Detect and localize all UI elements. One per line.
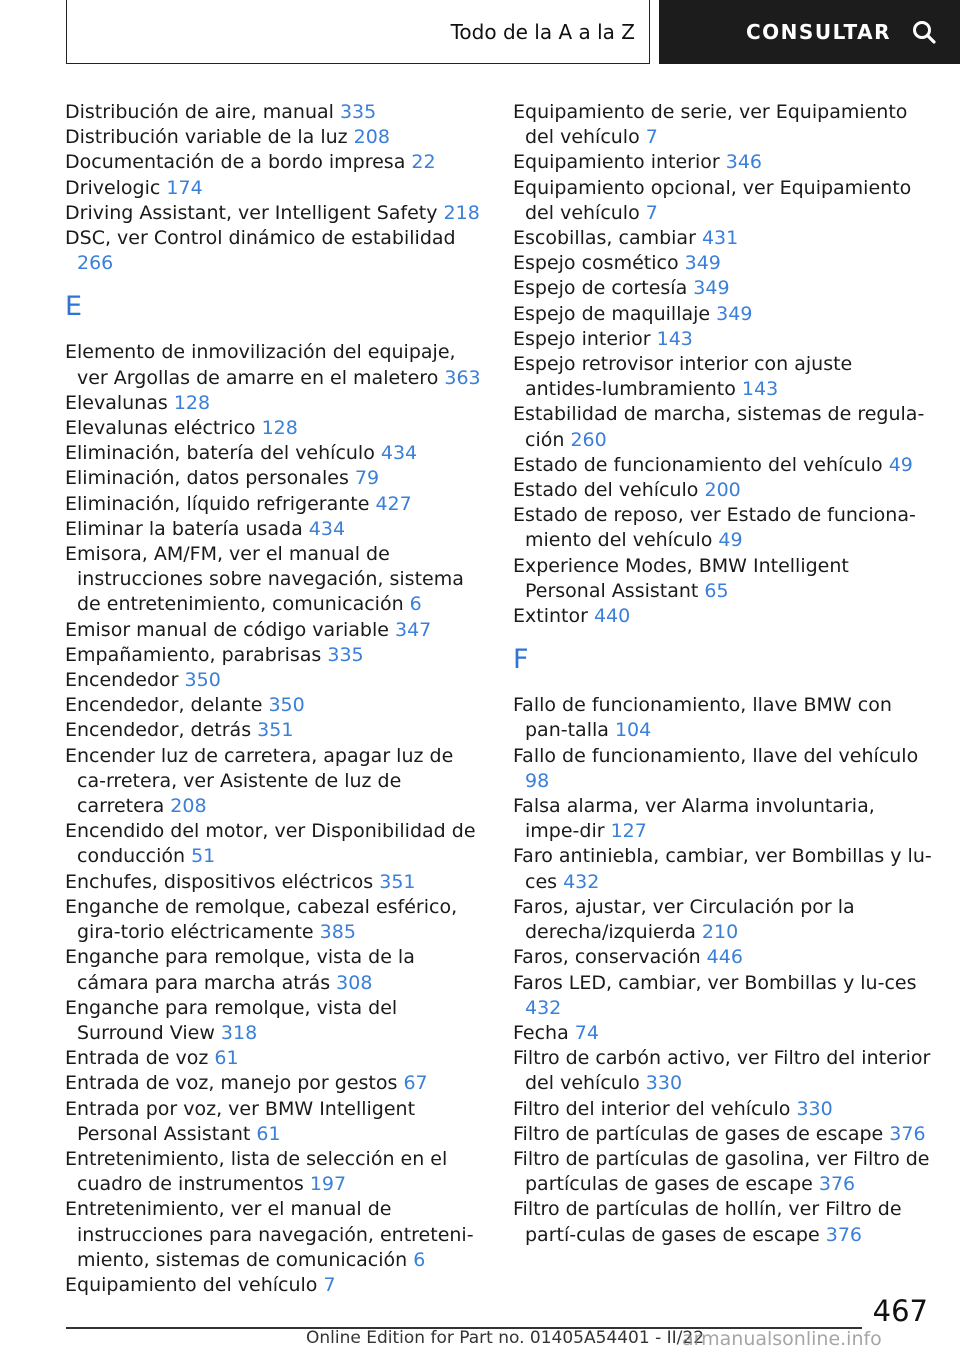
index-page-link[interactable]: 376 bbox=[818, 1173, 856, 1196]
index-entry bbox=[65, 718, 485, 743]
index-entry bbox=[65, 643, 485, 668]
index-entry bbox=[513, 327, 933, 352]
index-entry bbox=[513, 453, 933, 478]
index-entry bbox=[513, 1046, 933, 1096]
index-entry-text: Elevalunas bbox=[65, 391, 174, 414]
index-page-link[interactable]: 346 bbox=[725, 151, 763, 174]
index-entry-text: Equipamiento interior bbox=[513, 151, 726, 174]
index-page-link[interactable]: 350 bbox=[268, 694, 305, 717]
index-entry-text: Filtro del interior del vehículo bbox=[513, 1097, 797, 1120]
index-entry-text: Documentación de a bordo impresa bbox=[65, 151, 412, 174]
index-entry bbox=[513, 693, 933, 743]
index-page-link[interactable]: 349 bbox=[684, 252, 721, 275]
index-entry-text: Falsa alarma, ver Alarma involuntaria, impe-dir bbox=[513, 795, 875, 843]
index-section-letter: F bbox=[513, 644, 529, 676]
index-page-link[interactable]: 350 bbox=[184, 669, 221, 692]
index-page-link[interactable]: 446 bbox=[706, 946, 743, 969]
watermark: armanualsonline.info bbox=[682, 1328, 882, 1350]
search-button[interactable] bbox=[659, 0, 960, 64]
index-entry bbox=[65, 870, 485, 895]
index-page-link[interactable]: 427 bbox=[375, 492, 412, 515]
index-entry bbox=[513, 895, 933, 945]
index-entry bbox=[513, 744, 933, 794]
index-entry-text: Faro antiniebla, cambiar, ver Bombillas y lu-ces bbox=[513, 845, 932, 893]
index-entry bbox=[65, 542, 485, 618]
index-page-link[interactable]: 210 bbox=[701, 921, 739, 944]
index-page-link[interactable]: 318 bbox=[220, 1021, 258, 1044]
index-page-link[interactable]: 440 bbox=[593, 605, 631, 628]
index-page-link[interactable]: 143 bbox=[656, 327, 693, 350]
index-entry bbox=[513, 794, 933, 844]
index-page-link[interactable]: 127 bbox=[610, 820, 647, 843]
index-entry bbox=[513, 402, 933, 452]
index-entry-text: Eliminar la batería usada bbox=[65, 517, 309, 540]
index-entry bbox=[513, 1021, 933, 1046]
index-entry bbox=[65, 945, 485, 995]
index-entry bbox=[513, 176, 933, 226]
index-page-link[interactable]: 197 bbox=[309, 1173, 347, 1196]
index-entry-text: Entretenimiento, lista de selección en el cuadro de instrumentos bbox=[65, 1147, 448, 1196]
index-entry bbox=[65, 441, 485, 466]
index-entry-text: Espejo retrovisor interior con ajuste antides-lumbramiento bbox=[513, 353, 853, 401]
index-entry bbox=[65, 416, 485, 441]
index-page-link[interactable]: 65 bbox=[704, 579, 729, 602]
index-entry-text: Elevalunas eléctrico bbox=[65, 417, 262, 440]
index-entry bbox=[513, 1122, 933, 1147]
index-entry-text: Encendedor, delante bbox=[65, 694, 269, 717]
index-entry-text: Faros, conservación bbox=[513, 946, 707, 969]
index-page-link[interactable]: 351 bbox=[257, 719, 294, 742]
index-page-link[interactable]: 128 bbox=[173, 391, 211, 414]
index-entry-text: Eliminación, datos personales bbox=[65, 467, 355, 490]
index-page-link[interactable]: 349 bbox=[693, 277, 730, 300]
index-page-link[interactable]: 49 bbox=[888, 453, 913, 476]
index-entry bbox=[65, 1273, 485, 1298]
index-entry-text: Espejo cosmético bbox=[513, 252, 685, 275]
index-entry-text: Equipamiento opcional, ver Equipamiento del vehículo bbox=[513, 176, 912, 224]
index-entry bbox=[65, 466, 485, 491]
index-page-link[interactable]: 6 bbox=[409, 593, 422, 616]
index-entry-text: Estabilidad de marcha, sistemas de regula-ción bbox=[513, 403, 925, 451]
index-entry-text: Entretenimiento, ver el manual de instrucciones para navegación, entreteni-miento, sistemas de comunicación bbox=[65, 1198, 474, 1271]
index-page-link[interactable]: 98 bbox=[525, 769, 550, 792]
index-entry-text: Equipamiento de serie, ver Equipamiento del vehículo bbox=[513, 101, 908, 149]
index-entry-text: Fallo de funcionamiento, llave del vehículo bbox=[513, 744, 919, 767]
index-page-link[interactable]: 385 bbox=[319, 921, 356, 944]
index-entry-text: Equipamiento del vehículo bbox=[65, 1273, 324, 1296]
index-page-link[interactable]: 308 bbox=[336, 971, 373, 994]
index-entry-text: Encendedor, detrás bbox=[65, 719, 258, 742]
index-entry bbox=[65, 125, 485, 150]
index-entry-text: Distribución variable de la luz bbox=[65, 126, 354, 149]
index-entry bbox=[65, 226, 485, 276]
index-page-link[interactable]: 143 bbox=[741, 378, 779, 401]
index-page-link[interactable]: 208 bbox=[170, 795, 207, 818]
index-entry-text: Eliminación, batería del vehículo bbox=[65, 442, 381, 465]
index-entry-text: Driving Assistant, ver Intelligent Safety bbox=[65, 201, 444, 224]
index-entry bbox=[65, 1071, 485, 1096]
index-entry bbox=[65, 1147, 485, 1197]
footer-edition: Online Edition for Part no. 01405A54401 - II/22 bbox=[306, 1328, 705, 1348]
index-entry-text: Empañamiento, parabrisas bbox=[65, 643, 328, 666]
index-column-left bbox=[65, 100, 485, 1298]
index-page-link[interactable]: 7 bbox=[323, 1273, 336, 1296]
index-page-link[interactable]: 434 bbox=[308, 517, 346, 540]
index-page-link[interactable]: 7 bbox=[645, 126, 658, 149]
index-entry bbox=[65, 895, 485, 945]
index-entry-text: Experience Modes, BMW Intelligent Personal Assistant bbox=[513, 554, 849, 602]
index-entry bbox=[65, 996, 485, 1046]
index-entry bbox=[65, 176, 485, 201]
index-entry bbox=[513, 503, 933, 553]
search-icon bbox=[911, 19, 937, 45]
index-entry bbox=[65, 391, 485, 416]
index-entry-text: Entrada por voz, ver BMW Intelligent Personal Assistant bbox=[65, 1097, 416, 1145]
index-page-link[interactable]: 335 bbox=[339, 101, 377, 123]
index-page-link[interactable]: 61 bbox=[214, 1047, 239, 1070]
index-entry-text: Fecha bbox=[513, 1021, 575, 1044]
index-entry bbox=[65, 492, 485, 517]
index-page-link[interactable]: 330 bbox=[645, 1072, 683, 1095]
index-entry bbox=[513, 276, 933, 301]
index-page-link[interactable]: 67 bbox=[403, 1072, 428, 1095]
index-entry bbox=[65, 1197, 485, 1273]
index-entry-text: Estado del vehículo bbox=[513, 479, 705, 502]
index-page-link[interactable]: 347 bbox=[394, 618, 432, 641]
index-entry-text: Filtro de partículas de hollín, ver Filtro de partí-culas de gases de escape bbox=[513, 1198, 902, 1246]
index-page-link[interactable]: 363 bbox=[444, 366, 481, 389]
index-entry-text: Elemento de inmovilización del equipaje, ver Argollas de amarre en el maletero bbox=[65, 341, 456, 389]
index-entry-text: DSC, ver Control dinámico de estabilidad bbox=[65, 227, 456, 250]
index-page-link[interactable]: 104 bbox=[614, 719, 652, 742]
index-entry bbox=[65, 744, 485, 820]
index-entry bbox=[65, 201, 485, 226]
index-entry-text: Enganche para remolque, vista del Surround View bbox=[65, 996, 398, 1044]
index-entry-text: Escobillas, cambiar bbox=[513, 227, 702, 250]
index-page-link[interactable]: 6 bbox=[413, 1248, 426, 1271]
index-page-link[interactable]: 7 bbox=[645, 201, 658, 224]
index-entry bbox=[65, 517, 485, 542]
index-entry-text: Enchufes, dispositivos eléctricos bbox=[65, 870, 380, 893]
index-page-link[interactable]: 330 bbox=[796, 1097, 833, 1120]
index-entry-text: Encendedor bbox=[65, 669, 185, 692]
index-entry bbox=[65, 693, 485, 718]
index-entry-text: Drivelogic bbox=[65, 176, 167, 199]
index-page-link[interactable]: 218 bbox=[443, 201, 480, 224]
index-page-link[interactable]: 266 bbox=[77, 252, 114, 275]
index-entry bbox=[513, 604, 933, 629]
index-entry-text: Encender luz de carretera, apagar luz de ca-rretera, ver Asistente de luz de carretera bbox=[65, 744, 454, 818]
index-entry bbox=[513, 1097, 933, 1122]
index-entry-text: Fallo de funcionamiento, llave BMW con pan-talla bbox=[513, 694, 892, 742]
index-page-link[interactable]: 79 bbox=[354, 467, 380, 490]
index-entry-text: Enganche de remolque, cabezal esférico, gira-torio eléctricamente bbox=[65, 895, 458, 944]
index-entry bbox=[513, 554, 933, 604]
index-entry-text: Entrada de voz bbox=[65, 1047, 215, 1070]
index-page-link[interactable]: 376 bbox=[825, 1223, 862, 1246]
index-page-link[interactable]: 432 bbox=[525, 996, 562, 1019]
index-entry bbox=[65, 819, 485, 869]
search-button-label: CONSULTAR bbox=[746, 20, 891, 44]
index-entry bbox=[513, 844, 933, 894]
index-entry bbox=[513, 302, 933, 327]
index-page-link[interactable]: 61 bbox=[256, 1122, 281, 1145]
index-page-link[interactable]: 376 bbox=[889, 1122, 926, 1145]
index-page-link[interactable]: 260 bbox=[570, 428, 607, 451]
index-entry-text: Filtro de carbón activo, ver Filtro del interior del vehículo bbox=[513, 1047, 931, 1095]
index-page-link[interactable]: 200 bbox=[704, 479, 741, 502]
index-entry bbox=[513, 945, 933, 970]
index-entry bbox=[65, 150, 485, 175]
tab-a-to-z[interactable] bbox=[66, 0, 650, 64]
index-page-link[interactable]: 51 bbox=[191, 845, 216, 868]
index-entry bbox=[65, 340, 485, 390]
index-page-link[interactable]: 432 bbox=[563, 870, 600, 893]
index-entry bbox=[513, 251, 933, 276]
index-entry-text: Faros LED, cambiar, ver Bombillas y lu-ces bbox=[513, 971, 917, 994]
index-entry-text: Espejo de cortesía bbox=[513, 277, 694, 300]
index-page-link[interactable]: 208 bbox=[353, 126, 390, 149]
index-page-link[interactable]: 128 bbox=[261, 417, 298, 440]
index-page-link[interactable]: 335 bbox=[327, 643, 364, 666]
index-page-link[interactable]: 431 bbox=[701, 227, 739, 250]
index-entry bbox=[513, 478, 933, 503]
index-page-link[interactable]: 22 bbox=[411, 151, 436, 174]
index-entry bbox=[513, 100, 933, 150]
index-entry-text: Faros, ajustar, ver Circulación por la derecha/izquierda bbox=[513, 895, 855, 944]
index-entry bbox=[65, 668, 485, 693]
index-entry-text: Enganche para remolque, vista de la cámara para marcha atrás bbox=[65, 946, 415, 994]
index-entry bbox=[513, 1197, 933, 1247]
index-page-link[interactable]: 434 bbox=[380, 442, 418, 465]
index-entry bbox=[65, 618, 485, 643]
index-entry bbox=[65, 100, 485, 125]
page-number: 467 bbox=[872, 1294, 928, 1328]
index-entry-text: Encendido del motor, ver Disponibilidad de conducción bbox=[65, 820, 476, 868]
tab-a-to-z-label: Todo de la A a la Z bbox=[450, 19, 635, 44]
index-section-letter: E bbox=[65, 291, 83, 323]
index-entry-text: Extintor bbox=[513, 605, 594, 628]
index-entry-text: Emisora, AM/FM, ver el manual de instrucciones sobre navegación, sistema de entretenimiento, comunicación bbox=[65, 543, 464, 616]
index-entry bbox=[513, 226, 933, 251]
index-entry-text: Eliminación, líquido refrigerante bbox=[65, 492, 376, 515]
index-page-link[interactable]: 49 bbox=[718, 529, 743, 552]
index-entry-text: Filtro de partículas de gasolina, ver Filtro de partículas de gases de escape bbox=[513, 1147, 930, 1196]
index-entry bbox=[65, 1046, 485, 1071]
index-entry bbox=[513, 150, 933, 175]
index-page-link[interactable]: 351 bbox=[379, 870, 416, 893]
index-entry-text: Espejo de maquillaje bbox=[513, 302, 717, 325]
index-page-link[interactable]: 349 bbox=[716, 302, 753, 325]
index-entry-text: Distribución de aire, manual bbox=[65, 101, 340, 123]
index-entry-text: Filtro de partículas de gases de escape bbox=[513, 1122, 890, 1145]
index-entry-text: Estado de funcionamiento del vehículo bbox=[513, 453, 889, 476]
index-entry bbox=[513, 1147, 933, 1197]
index-entry bbox=[65, 1097, 485, 1147]
index-page-link[interactable]: 74 bbox=[574, 1021, 599, 1044]
index-entry bbox=[513, 971, 933, 1021]
index-entry-text: Emisor manual de código variable bbox=[65, 618, 395, 641]
index-entry-text: Entrada de voz, manejo por gestos bbox=[65, 1072, 404, 1095]
index-entry-text: Estado de reposo, ver Estado de funciona-miento del vehículo bbox=[513, 504, 916, 552]
index-entry bbox=[513, 352, 933, 402]
index-page-link[interactable]: 174 bbox=[166, 176, 203, 199]
index-column-right bbox=[513, 100, 933, 1248]
top-navigation bbox=[66, 0, 960, 64]
index-entry-text: Espejo interior bbox=[513, 327, 657, 350]
